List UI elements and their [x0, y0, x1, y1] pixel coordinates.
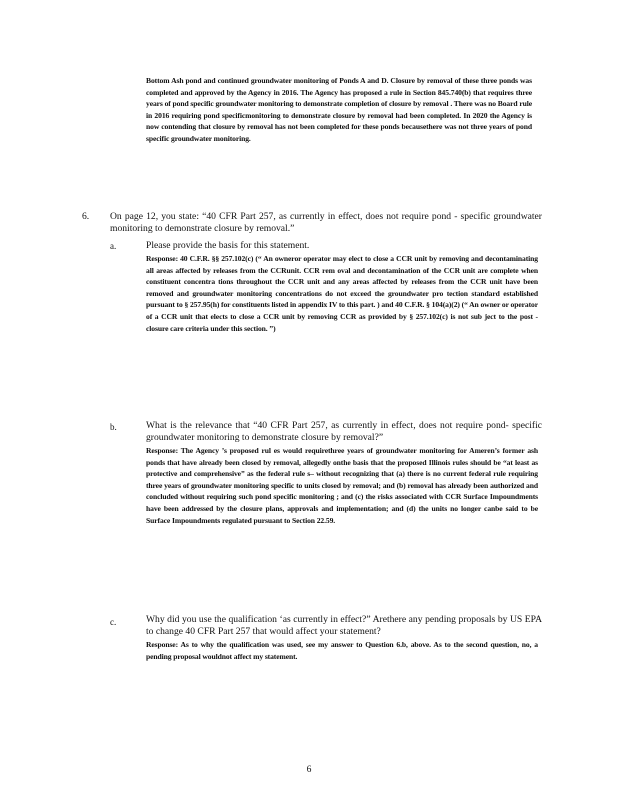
top-paragraph: Bottom Ash pond and continued groundwater monitoring of Ponds A and D. Closure by removal of these three ponds was completed and approved by the Agency in 2016. The Agency has proposed a rule in Section 845.740(b) that requires three years of pond specific groundwater monitoring to demonstrate completion of closure by removal . There was no Board rule in 2016 requiring pond specificmonitoring to demonstrate closure by removal had been completed. In 2020 the Agency is now contending that closure by removal has not been completed for these ponds becausethere was not three years of pond specific groundwater monitoring.	[146, 76, 532, 143]
item-b-response: Response: The Agency ’s proposed rul es would requirethree years of groundwater monitoring for Ameren’s former ash ponds that have already been closed by removal, allegedly onthe basis that the proposed Illinois rules should be “at least as protective and comprehensive” as the federal rule s– without recognizing that (a) there is no current federal rule requiring three years of groundwater monitoring specific to units closed by removal; and (b) removal has already been authorized and concluded without requiring such pond specific monitoring ; and (c) the risks associated with CCR Surface Impoundments have been addressed by the closure plans, approvals and implementation; and (d) the units no longer canbe said to be Surface Impoundments regulated pursuant to Section 22.59.	[146, 446, 538, 525]
item-b-question: What is the relevance that “40 CFR Part 257, as currently in effect, does not require pond- specific groundwater monitoring to demonstrate closure by removal?”	[146, 420, 542, 443]
item-a-response: Response: 40 C.F.R. §§ 257.102(c) (“ An owneror operator may elect to close a CCR unit by removing and decontaminating all areas affected by releases from the CCRunit. CCR rem oval and decontamination of the CCR unit are complete when constituent concentra tions throughout the CCR unit and any areas affected by releases from the CCR unit have been removed and groundwater monitoring concentrations do not exceed the groundwater pro tection standard established pursuant to § 257.95(h) for constituents listed in appendix IV to this part. ) and 40 C.F.R. § 104(a)(2) (“ An owner or operator of a CCR unit that elects to close a CCR unit by removing CCR as provided by § 257.102(c) is not sub ject to the post - closure care criteria under this section. ”)	[146, 254, 538, 333]
item-b-letter: b.	[110, 422, 117, 432]
item-a-question: Please provide the basis for this statement.	[146, 240, 310, 251]
question-6-text: On page 12, you state: “40 CFR Part 257, as currently in effect, does not require pond - specific groundwater monitoring to demonstrate closure by removal.”	[110, 211, 542, 234]
item-c-question: Why did you use the qualification ‘as currently in effect?” Arethere any pending proposals by US EPA to change 40 CFR Part 257 that would affect your statement?	[146, 614, 542, 637]
item-c-response: Response: As to why the qualification was used, see my answer to Question 6.b, above. As to the second question, no, a pending proposal wouldnot affect my statement.	[146, 640, 538, 661]
item-a-letter: a.	[110, 241, 117, 251]
question-6-number: 6.	[82, 211, 90, 222]
item-c-letter: c.	[110, 617, 117, 627]
page-number: 6	[306, 764, 312, 775]
